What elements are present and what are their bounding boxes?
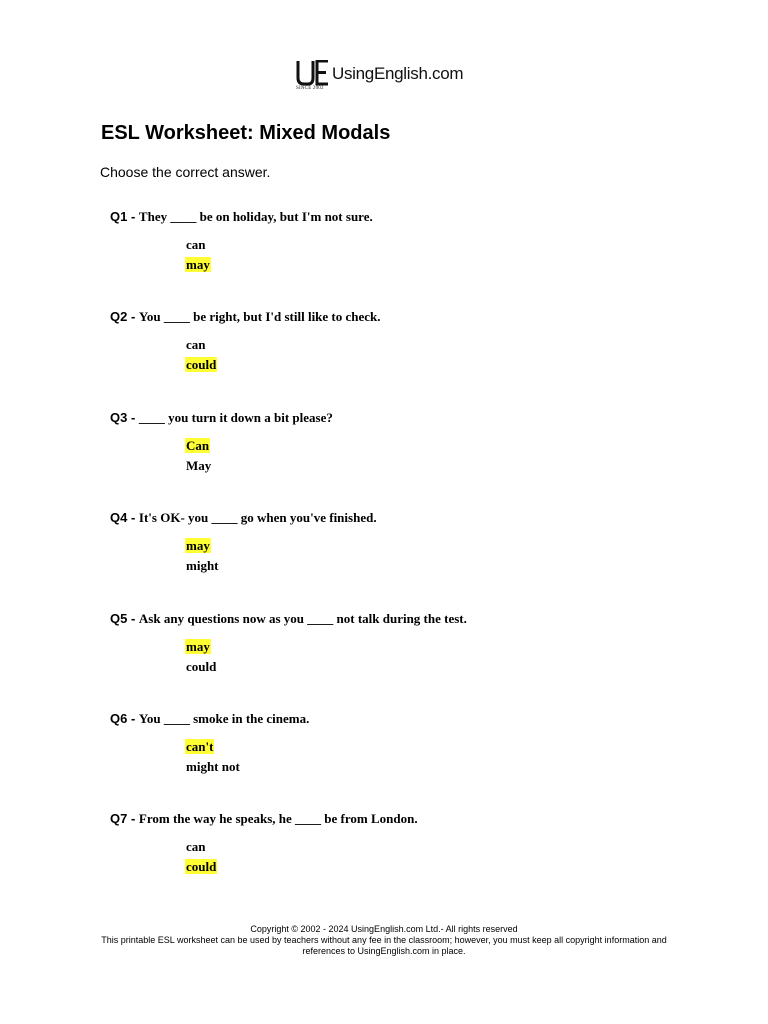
question-line: [110, 308, 710, 326]
answer-option-label: can't: [186, 738, 214, 754]
question-number: Q1 -: [110, 209, 136, 224]
answer-option-label: Can: [186, 437, 210, 453]
usage-notice: This printable ESL worksheet can be used by teachers without any fee in the classroom; however, you must keep all copyright information and references to UsingEnglish.com in place.: [101, 935, 667, 956]
answer-option-label: could: [186, 658, 217, 674]
question-1: [110, 208, 710, 308]
answer-options: [185, 838, 217, 878]
answer-option-correct: [185, 537, 220, 557]
question-number: Q2 -: [110, 309, 136, 325]
logo-since-label: SINCE 2002: [296, 86, 324, 91]
question-number: Q4 -: [110, 510, 136, 526]
copyright-notice: Copyright © 2002 - 2024 UsingEnglish.com Ltd.- All rights reserved: [250, 924, 518, 934]
question-line: [110, 208, 710, 226]
answer-option: [185, 336, 217, 356]
question-list: [110, 208, 710, 911]
answer-option-label: might: [186, 558, 219, 574]
question-text: Ask any questions now as you ____ not talk during the test.: [138, 610, 467, 626]
answer-option-correct: [185, 356, 217, 376]
answer-option-label: could: [186, 859, 217, 875]
answer-options: [185, 236, 211, 276]
question-6: [110, 710, 710, 810]
page-footer: [84, 924, 684, 957]
answer-option-label: may: [186, 257, 210, 272]
question-number: Q5 -: [110, 610, 136, 626]
question-number: Q7 -: [110, 811, 136, 827]
ue-logo-icon: [296, 60, 330, 86]
question-text: You ____ smoke in the cinema.: [138, 710, 310, 726]
answer-options: [185, 537, 220, 577]
question-2: [110, 308, 710, 408]
answer-options: [185, 638, 217, 678]
answer-options: [185, 437, 212, 477]
question-text: It's OK- you ____ go when you've finished.: [138, 510, 377, 526]
question-number: Q6 -: [110, 710, 136, 726]
answer-option-correct: [185, 437, 212, 457]
question-line: [110, 409, 710, 427]
answer-option: [185, 236, 211, 256]
question-5: [110, 610, 710, 710]
answer-option-label: may: [186, 538, 210, 554]
question-3: [110, 409, 710, 509]
question-line: [110, 509, 710, 527]
answer-option-label: may: [186, 638, 210, 654]
answer-option-label: could: [186, 357, 217, 373]
answer-options: [185, 336, 217, 376]
answer-option-label: can: [186, 839, 206, 855]
question-text: From the way he speaks, he ____ be from London.: [138, 811, 418, 827]
question-number: Q3 -: [110, 409, 136, 425]
answer-option: [185, 658, 217, 678]
answer-option-label: might not: [186, 758, 240, 774]
question-7: [110, 810, 710, 910]
instructions: Choose the correct answer.: [100, 164, 271, 180]
answer-option: [185, 457, 212, 477]
logo-wordmark: UsingEnglish.com: [332, 64, 464, 83]
answer-option-label: May: [186, 457, 212, 473]
answer-option-correct: [185, 858, 217, 878]
question-text: ____ you turn it down a bit please?: [138, 409, 333, 425]
site-logo: [296, 60, 476, 94]
answer-option: [185, 838, 217, 858]
answer-option-correct: [185, 638, 217, 658]
question-4: [110, 509, 710, 609]
question-text: You ____ be right, but I'd still like to check.: [138, 309, 381, 325]
answer-option-label: can: [186, 237, 206, 252]
answer-option: [185, 758, 241, 778]
question-line: [110, 710, 710, 728]
question-line: [110, 810, 710, 828]
answer-options: [185, 738, 241, 778]
page-title: ESL Worksheet: Mixed Modals: [101, 122, 391, 144]
answer-option-correct: [185, 256, 211, 276]
question-line: [110, 610, 710, 628]
answer-option: [185, 557, 220, 577]
answer-option-label: can: [186, 337, 206, 353]
question-text: They ____ be on holiday, but I'm not sure.: [138, 209, 373, 224]
answer-option-correct: [185, 738, 241, 758]
